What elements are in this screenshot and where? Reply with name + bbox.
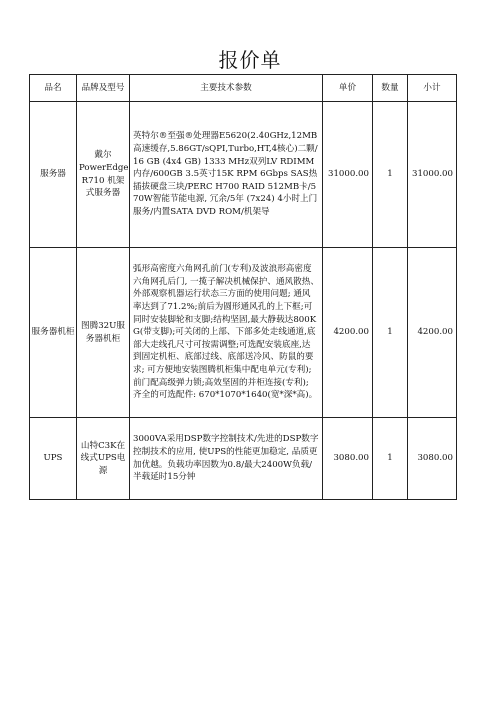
header-brand-model: 品牌及型号 <box>77 75 130 102</box>
item-quantity: 1 <box>373 248 408 418</box>
item-unit-price: 4200.00 <box>323 248 373 418</box>
item-unit-price: 31000.00 <box>323 102 373 248</box>
header-unit-price: 单价 <box>323 75 373 102</box>
item-specs: 弧形高密度六角网孔前门(专利)及波浪形高密度六角网孔后门, 一揽子解决机械保护、通风散热、外部观察机器运行状态三方面的使用问题; 通风率达到了71.2%;前后为圆形通风孔的上下框;可同时安装脚轮和支脚;结构坚固,最大静载达800KG(带支脚);可关闭的上部、下部多处走线通道,底部大走线孔尺寸可按需调整;可选配安装底座,达到固定机柜、底部过线、底部送冷风、防鼠的要求; 可方便地安装图腾机柜集中配电单元(专利); 前门配高级弹力锁;高效坚固的并柜连接(专利); 齐全的可选配件: 670*1070*1640(宽*深*高)。 <box>130 248 323 418</box>
page-title: 报价单 <box>218 48 282 72</box>
item-quantity: 1 <box>373 102 408 248</box>
table-row <box>30 248 457 418</box>
item-name: 服务器机柜 <box>30 248 77 418</box>
header-specs: 主要技术参数 <box>130 75 323 102</box>
item-unit-price: 3080.00 <box>323 418 373 500</box>
table-row <box>30 102 457 248</box>
header-subtotal: 小计 <box>408 75 457 102</box>
item-subtotal: 4200.00 <box>408 248 457 418</box>
item-name: 服务器 <box>30 102 77 248</box>
item-specs: 3000VA采用DSP数字控制技术/先进的DSP数字控制技术的应用, 使UPS的性能更加稳定, 品质更加优越。负载功率因数为0.8/最大2400W负载/半载延时15分钟 <box>130 418 323 500</box>
item-subtotal: 31000.00 <box>408 102 457 248</box>
table-header-row <box>30 75 457 102</box>
item-subtotal: 3080.00 <box>408 418 457 500</box>
item-specs: 英特尔®至强®处理器E5620(2.40GHz,12MB高速缓存,5.86GT/sQPI,Turbo,HT,4核心)二颗/16 GB (4x4 GB) 1333 MHz双列LV RDIMM内存/600GB 3.5英寸15K RPM 6Gbps SAS热插拔硬盘三块/PERC H700 RAID 512MB卡/570W智能节能电源, 冗余/5年 (7x24) 4小时上门服务/内置SATA DVD ROM/机架导 <box>130 102 323 248</box>
item-name: UPS <box>30 418 77 500</box>
item-brand-model: 山特C3K在线式UPS电源 <box>77 418 130 500</box>
item-quantity: 1 <box>373 418 408 500</box>
header-quantity: 数量 <box>373 75 408 102</box>
item-brand-model: 图腾32U服务器机柜 <box>77 248 130 418</box>
header-name: 品名 <box>30 75 77 102</box>
item-brand-model: 戴尔PowerEdge R710 机架式服务器 <box>77 102 130 248</box>
quotation-table <box>29 74 457 500</box>
table-row <box>30 418 457 500</box>
